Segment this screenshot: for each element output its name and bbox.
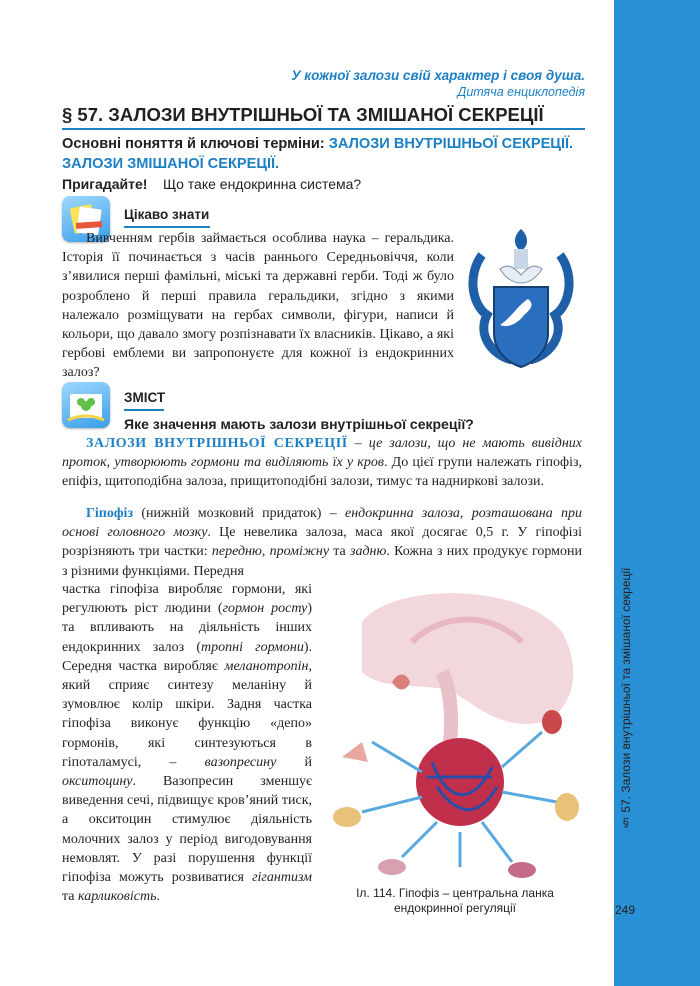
figure-caption [330,886,580,916]
epigraph-quote: У кожної залози свій характер і своя душа. [291,68,585,83]
section-question: Яке значення мають залози внутрішньої секреції? [124,416,474,432]
text: ) та впливають на діяльність інших ендокринних залоз ( [62,601,312,655]
text-italic: вазопресину [204,754,277,770]
definition-text: це залози, що не мають вивідних проток, утворюють гормони та виділяють їх у кров [62,436,582,471]
figure-caption-line: Іл. 114. Гіпофіз – центральна ланка [356,886,554,900]
text: частка гіпофіза виробляє гормони, які регулюють ріст людини ( [62,582,312,617]
epigraph [250,68,585,99]
text: та [62,889,79,905]
paragraph-definition [62,434,582,492]
text: . [156,889,160,905]
content-heading: ЗМІСТ [124,390,166,405]
text-italic: задню [349,544,387,560]
key-term-internal: ЗАЛОЗИ ВНУТРІШНЬОЇ СЕКРЕЦІЇ. [328,136,574,152]
term-internal-secretion: ЗАЛОЗИ ВНУТРІШНЬОЇ СЕКРЕЦІЇ [86,436,348,451]
side-strip [600,0,700,986]
text: . До цієї групи належать гіпофіз, епіфіз, щитоподібна залоза, прищитоподібні залози, тимус та надниркові залози. [62,455,583,490]
paragraph-lobes [62,580,312,906]
pituitary-illustration [322,582,584,880]
text: й [276,754,312,770]
title-underline [62,128,585,130]
text: . Кожна з них продукує гормони з різними функціями. Передня [62,544,582,579]
text: , який сприяє синтезу меланіну й зумовлює колір шкіри. Задня частка гіпофіза виконує функцію «депо» гормонів, які синтезуються в гіпоталамусі, – [62,658,312,770]
coat-of-arms-image [462,225,580,375]
text: (нижній мозковий придаток) – [133,506,345,521]
key-terms [62,134,592,174]
content-underline [124,409,164,411]
running-head: § 57. Залози внутрішньої та змішаної секреції [619,567,633,830]
text-italic: гормон росту [222,601,308,617]
text-italic: передню [211,544,262,560]
text-italic: карликовість [78,889,157,905]
key-terms-label: Основні поняття й ключові терміни: [62,136,325,152]
page-title: § 57. ЗАЛОЗИ ВНУТРІШНЬОЇ ТА ЗМІШАНОЇ СЕКРЕЦІЇ [62,104,544,125]
text-italic: меланотропін [224,658,309,674]
recall-question: Що таке ендокринна система? [162,176,362,192]
side-margin [600,0,614,986]
text: . Вазопресин зменшує виведення сечі, підвищує кров’яний тиск, а окситоцин стимулює діяльність молочних залоз у період вигодовування немовлят. У разі порушення функції гіпофіза можуть розвиватися [62,774,312,886]
epigraph-source: Дитяча енциклопедія [457,85,585,99]
text-italic: гігантизм [252,870,312,886]
interesting-heading: Цікаво знати [124,207,210,222]
term-pituitary: Гіпофіз [86,506,134,521]
page-number: 249 [615,903,636,917]
recall-label: Пригадайте! [62,176,148,192]
text: . Це невелика залоза, маса якої досягає 0,5 г. У гіпофізі розрізняють три частки: [62,525,582,560]
text: , [261,544,270,560]
text-italic: проміжну [269,544,330,560]
text: та [329,544,350,560]
text-italic: тропні гормони [201,639,304,655]
text: ). Середня частка виробляє [62,639,312,674]
text-italic: окситоцину [62,774,133,790]
figure-caption-line: ендокринної регуляції [393,901,517,915]
key-term-mixed: ЗАЛОЗИ ЗМІШАНОЇ СЕКРЕЦІЇ. [62,156,280,172]
paragraph-pituitary [62,504,582,581]
text-italic: ендокринна залоза, розташована при основі головного мозку [62,506,583,541]
recall [62,176,361,192]
interesting-text: Вивченням гербів займається особлива наука – геральдика. Історія її починається з часів раннього Середньовіччя, коли з’явилися перші фамільні, міські та державні герби. Тоді ж було розроблено й перші правила геральдики, згідно з якими належало розміщувати на гербах символи, фігури, написи й кольори, що давало змогу розпізнавати їх власників. Цікаво, а які гербові емблеми ви запропонуєте для кожної із ендокринних залоз? [62,231,454,381]
interesting-underline [124,226,210,228]
clover-icon [62,382,110,428]
text: – [347,436,369,451]
